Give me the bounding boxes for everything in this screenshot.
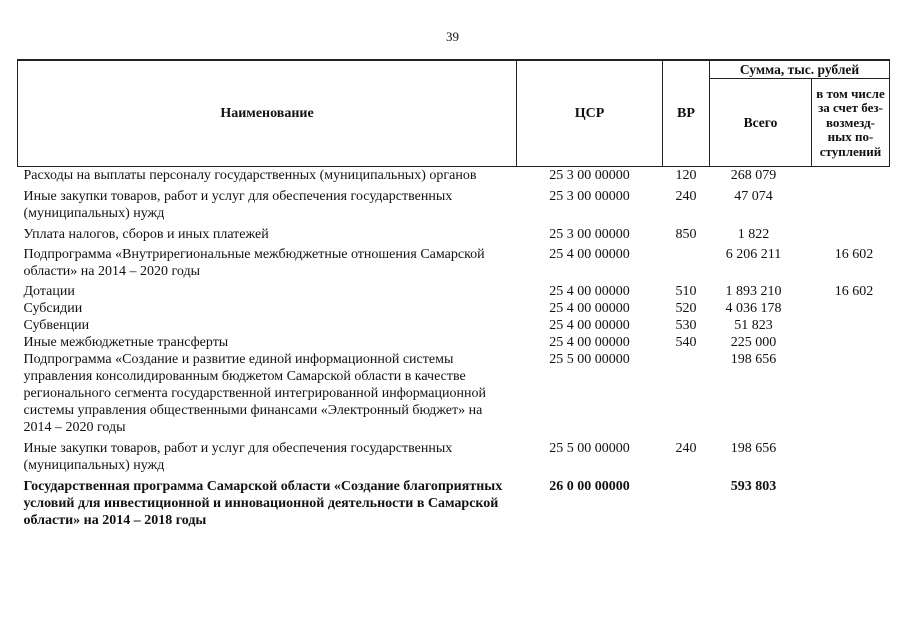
cell-name: Уплата налогов, сборов и иных платежей: [23, 227, 269, 242]
cell-vr: 530: [675, 318, 697, 333]
cell-csr: 25 5 00 00000: [549, 352, 630, 367]
cell-free: [812, 334, 890, 351]
cell-total: 198 656: [730, 441, 777, 456]
cell-csr: 26 0 00 00000: [549, 479, 630, 494]
cell-name: Подпрограмма «Внутрирегиональные межбюджетные отношения Самарской области» на 2014 – 2020 годы: [23, 247, 485, 279]
cell-free: [812, 436, 890, 474]
table-row: [18, 436, 890, 474]
cell-free: [812, 167, 890, 185]
cell-vr: 520: [675, 301, 697, 316]
cell-vr: 240: [675, 441, 697, 456]
cell-total: 1 822: [737, 227, 770, 242]
cell-free: 16 602: [834, 247, 874, 262]
cell-name: Иные закупки товаров, работ и услуг для обеспечения государственных (муниципальных) нужд: [23, 441, 453, 473]
cell-total: 1 893 210: [725, 284, 782, 299]
table-row: [18, 334, 890, 351]
cell-total: 593 803: [730, 479, 777, 494]
cell-csr: 25 3 00 00000: [549, 168, 630, 183]
cell-vr: [663, 474, 710, 529]
header-name: Наименование: [18, 60, 517, 167]
cell-name: Субсидии: [23, 301, 83, 316]
table-row: [18, 243, 890, 280]
cell-csr: 25 4 00 00000: [549, 318, 630, 333]
cell-vr: 850: [675, 227, 697, 242]
cell-name: Подпрограмма «Создание и развитие единой информационной системы управления консолидированным бюджетом Самарской области в качестве регионального сегмента государственной интегрированной информационной системы управления общественными финансами «Электронный бюджет» на 2014 – 2020 годы: [23, 352, 486, 435]
cell-vr: [663, 351, 710, 436]
cell-csr: 25 4 00 00000: [549, 301, 630, 316]
cell-total: 51 823: [734, 318, 773, 333]
cell-total: 198 656: [730, 352, 777, 367]
cell-free: 16 602: [834, 284, 874, 299]
cell-csr: 25 4 00 00000: [549, 284, 630, 299]
cell-csr: 25 3 00 00000: [549, 227, 630, 242]
cell-free: [812, 222, 890, 243]
header-sum: Сумма, тыс. рублей: [710, 60, 890, 79]
header-vr: ВР: [663, 60, 710, 167]
cell-vr: 540: [675, 335, 697, 350]
cell-total: 47 074: [734, 189, 773, 204]
cell-name: Расходы на выплаты персоналу государственных (муниципальных) органов: [23, 168, 477, 183]
table-row: [18, 184, 890, 222]
cell-vr: 120: [675, 168, 697, 183]
cell-name: Иные закупки товаров, работ и услуг для обеспечения государственных (муниципальных) нужд: [23, 189, 453, 221]
cell-vr: 510: [675, 284, 697, 299]
table-row: [18, 300, 890, 317]
cell-csr: 25 3 00 00000: [549, 189, 630, 204]
cell-name: Субвенции: [23, 318, 90, 333]
budget-table: [17, 59, 890, 529]
cell-name: Дотации: [23, 284, 75, 299]
cell-csr: 25 4 00 00000: [549, 247, 630, 262]
cell-free: [812, 300, 890, 317]
table-row: [18, 317, 890, 334]
cell-vr: 240: [675, 189, 697, 204]
table-row: [18, 280, 890, 300]
cell-free: [812, 184, 890, 222]
table-row: [18, 167, 890, 185]
cell-free: [812, 317, 890, 334]
header-csr: ЦСР: [517, 60, 663, 167]
cell-csr: 25 5 00 00000: [549, 441, 630, 456]
table-row: [18, 351, 890, 436]
page-number: 39: [446, 29, 459, 44]
table-row: [18, 474, 890, 529]
cell-free: [812, 351, 890, 436]
cell-total: 225 000: [730, 335, 777, 350]
cell-total: 6 206 211: [725, 247, 782, 262]
table-row: [18, 222, 890, 243]
header-total: Всего: [710, 79, 812, 167]
header-free: в том числе за счет без-возмезд-ных по-ступлений: [812, 79, 890, 167]
cell-vr: [663, 243, 710, 280]
cell-csr: 25 4 00 00000: [549, 335, 630, 350]
cell-free: [812, 474, 890, 529]
table-header: [18, 60, 890, 167]
cell-name: Иные межбюджетные трансферты: [23, 335, 229, 350]
cell-total: 4 036 178: [725, 301, 782, 316]
cell-total: 268 079: [730, 168, 777, 183]
table-body: [18, 167, 890, 530]
cell-name: Государственная программа Самарской области «Создание благоприятных условий для инвестиционной и инновационной деятельности в Самарской области» на 2014 – 2018 годы: [23, 479, 503, 528]
